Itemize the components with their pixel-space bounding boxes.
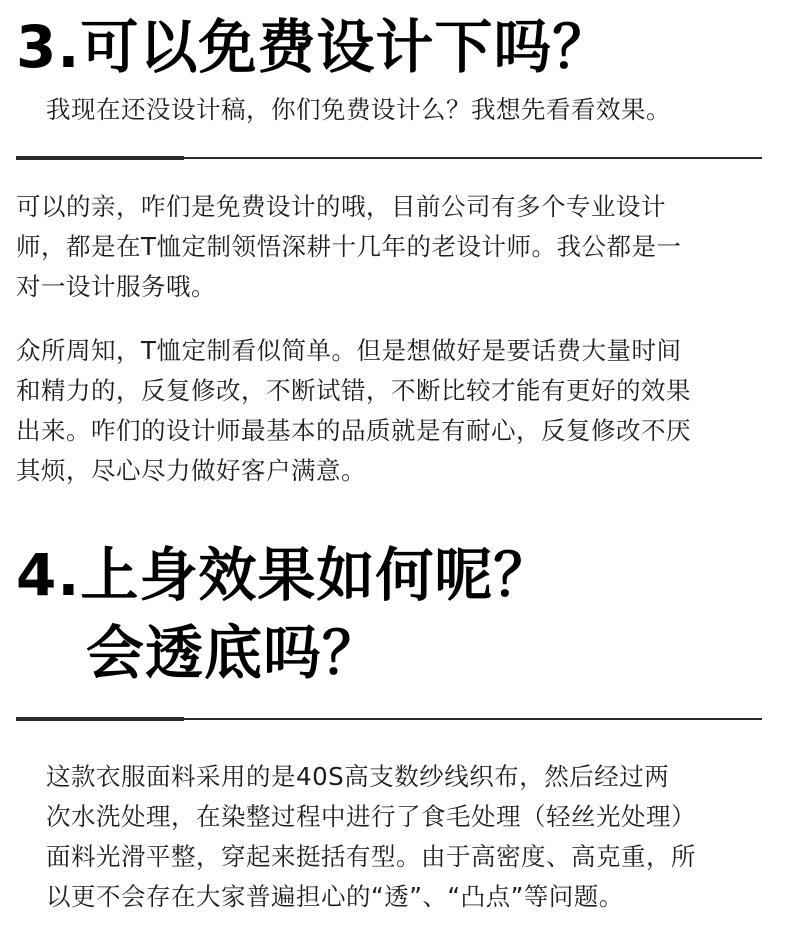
paragraph-line: 众所周知，T恤定制看似简单。但是想做好是要话费大量时间 (16, 336, 682, 365)
paragraph-line: 次水洗处理，在染整过程中进行了食毛处理（轻丝光处理） (46, 802, 696, 831)
section-4-heading-line-1: 4.上身效果如何呢？ (16, 541, 553, 609)
paragraph-line: 面料光滑平整，穿起来挺括有型。由于高密度、高克重，所 (46, 842, 696, 871)
paragraph-line: 以更不会存在大家普遍担心的“透”、“凸点”等问题。 (46, 882, 624, 911)
section-3-answer-paragraph-1 (16, 187, 681, 307)
paragraph-line: 对一设计服务哦。 (16, 272, 216, 301)
section-4-divider (16, 718, 762, 720)
section-3-question: 我现在还没设计稿，你们免费设计么？我想先看看效果。 (46, 95, 671, 124)
section-4-heading-line-2: 会透底吗？ (86, 619, 382, 687)
paragraph-line: 这款衣服面料采用的是40S高支数纱线织布，然后经过两 (46, 762, 670, 791)
divider-accent (16, 156, 184, 160)
section-3-heading: 3.可以免费设计下吗？ (16, 13, 612, 81)
section-3-answer-paragraph-2 (16, 331, 691, 491)
paragraph-line: 可以的亲，咋们是免费设计的哦，目前公司有多个专业设计 (16, 192, 666, 221)
paragraph-line: 其烦，尽心尽力做好客户满意。 (16, 456, 366, 485)
divider-accent (16, 717, 184, 721)
paragraph-line: 出来。咋们的设计师最基本的品质就是有耐心，反复修改不厌 (16, 416, 691, 445)
paragraph-line: 和精力的，反复修改，不断试错，不断比较才能有更好的效果 (16, 376, 691, 405)
paragraph-line: 师，都是在T恤定制领悟深耕十几年的老设计师。我公都是一 (16, 232, 682, 261)
section-4-answer-paragraph (46, 757, 696, 917)
section-3-divider (16, 157, 762, 159)
